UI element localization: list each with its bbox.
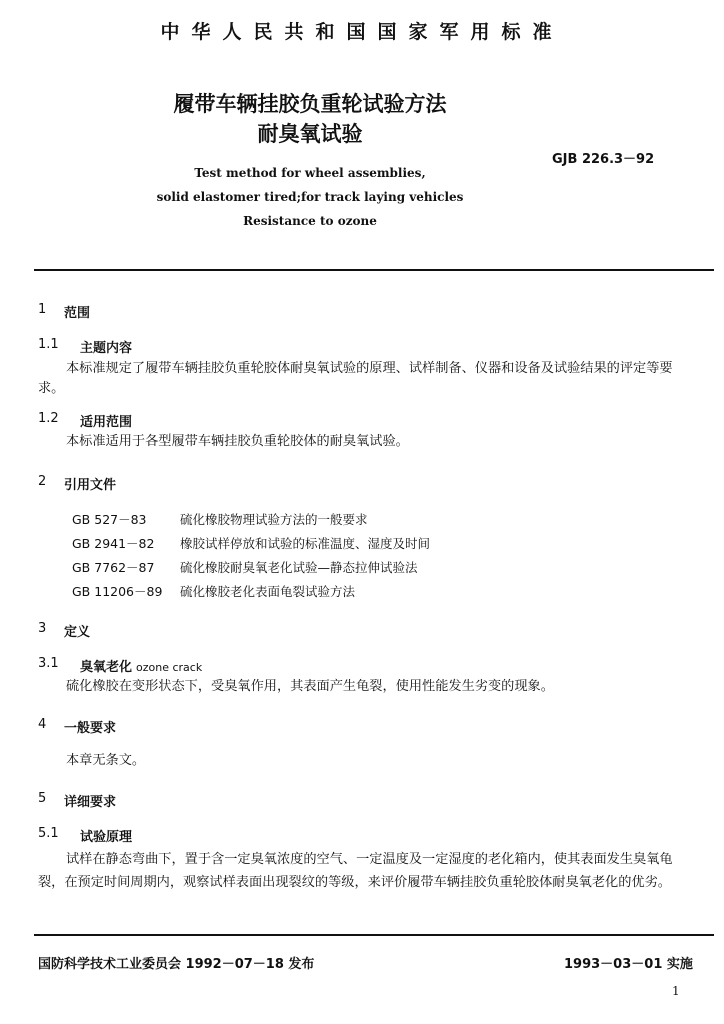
section-3-1-number: 3.1	[38, 656, 59, 671]
effective-date: 1993－03－01 实施	[564, 957, 693, 972]
issued-by: 国防科学技术工业委员会 1992－07－18 发布	[38, 957, 315, 972]
reference-code: GB 527－83	[72, 512, 147, 527]
section-2-number: 2	[38, 474, 47, 489]
title-english-line2: solid elastomer tired;for track laying vehicles	[156, 190, 464, 204]
term-english: ozone crack	[136, 661, 203, 674]
page-number: 1	[672, 984, 680, 998]
section-5-1-number: 5.1	[38, 826, 59, 841]
reference-item	[72, 582, 355, 600]
section-3-1-text: 硫化橡胶在变形状态下，受臭氧作用，其表面产生龟裂，使用性能发生劣变的现象。	[66, 679, 554, 694]
section-5-number: 5	[38, 791, 47, 806]
section-1-1-text: 本标准规定了履带车辆挂胶负重轮胶体耐臭氧试验的原理、试样制备、仪器和设备及试验结果的评定等要求。	[38, 361, 673, 396]
section-4-number: 4	[38, 717, 47, 732]
reference-item	[72, 558, 418, 576]
section-1-number: 1	[38, 302, 47, 317]
section-3-title: 定义	[64, 625, 91, 640]
title-chinese-line1: 履带车辆挂胶负重轮试验方法	[173, 92, 447, 116]
reference-title: 硫化橡胶耐臭氧老化试验—静态拉伸试验法	[180, 560, 418, 575]
document-header: 中华人民共和国国家军用标准	[160, 21, 564, 43]
footer-rule	[34, 934, 714, 936]
section-5-1-text: 试样在静态弯曲下，置于含一定臭氧浓度的空气、一定温度及一定湿度的老化箱内，使其表面发生臭氧龟裂，在预定时间周期内，观察试样表面出现裂纹的等级，来评价履带车辆挂胶负重轮胶体耐臭氧老化的优劣。	[38, 852, 673, 890]
section-2-title: 引用文件	[64, 478, 117, 493]
section-3-1-title	[80, 656, 202, 675]
section-1-1-number: 1.1	[38, 337, 59, 352]
title-english-line1: Test method for wheel assemblies,	[194, 166, 426, 180]
section-1-2-title: 适用范围	[80, 415, 133, 430]
section-3-number: 3	[38, 621, 47, 636]
section-5-title: 详细要求	[64, 795, 117, 810]
section-1-2-number: 1.2	[38, 411, 59, 426]
reference-code: GB 11206－89	[72, 584, 163, 599]
section-5-1-title: 试验原理	[80, 830, 133, 845]
section-1-title: 范围	[64, 306, 91, 321]
reference-title: 硫化橡胶老化表面龟裂试验方法	[180, 584, 356, 599]
reference-title: 橡胶试样停放和试验的标准温度、湿度及时间	[180, 536, 431, 551]
section-1-2-text: 本标准适用于各型履带车辆挂胶负重轮胶体的耐臭氧试验。	[66, 434, 409, 449]
reference-item	[72, 534, 430, 552]
title-chinese-line2: 耐臭氧试验	[257, 122, 363, 146]
header-rule	[34, 269, 714, 271]
reference-code: GB 7762－87	[72, 560, 155, 575]
section-4-text: 本章无条文。	[66, 753, 146, 768]
reference-code: GB 2941－82	[72, 536, 155, 551]
section-1-1-title: 主题内容	[80, 341, 133, 356]
term-chinese: 臭氧老化	[80, 660, 133, 675]
title-english-line3: Resistance to ozone	[243, 214, 377, 228]
standard-code: GJB 226.3－92	[552, 152, 655, 167]
section-4-title: 一般要求	[64, 721, 117, 736]
reference-title: 硫化橡胶物理试验方法的一般要求	[180, 512, 368, 527]
reference-item	[72, 510, 368, 528]
